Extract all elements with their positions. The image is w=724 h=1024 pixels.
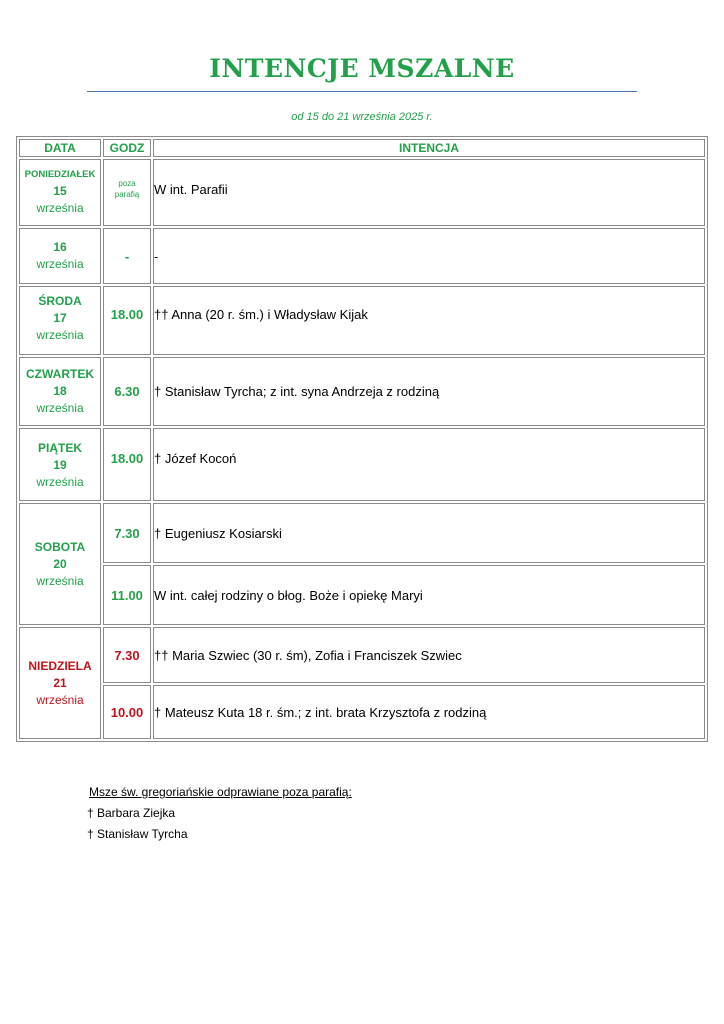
- mass-time: 7.30: [103, 627, 151, 683]
- mass-intention: † Mateusz Kuta 18 r. śm.; z int. brata Krzysztofa z rodziną: [153, 685, 705, 739]
- day-cell-wednesday: [19, 286, 101, 355]
- day-month: września: [36, 257, 84, 271]
- day-number: 16: [53, 240, 67, 254]
- day-cell-monday: [19, 159, 101, 226]
- mass-time: poza parafią: [114, 179, 140, 199]
- table-row-tuesday: [19, 228, 705, 284]
- day-number: 18: [53, 384, 67, 398]
- mass-intention: † Eugeniusz Kosiarski: [153, 503, 705, 563]
- date-range-subtitle: od 15 do 21 września 2025 r.: [291, 111, 433, 123]
- mass-intention: W int. całej rodziny o błog. Boże i opiekę Maryi: [153, 565, 705, 625]
- table-row-friday: [19, 428, 705, 501]
- column-header-date: DATA: [19, 139, 101, 157]
- note-line: † Stanisław Tyrcha: [87, 827, 188, 841]
- day-name: ŚRODA: [38, 294, 82, 308]
- day-number: 21: [53, 675, 67, 690]
- mass-time: -: [103, 228, 151, 284]
- day-number: 15: [53, 184, 67, 198]
- column-header-hour: GODZ: [103, 139, 151, 157]
- day-cell-thursday: [19, 357, 101, 426]
- table-row-wednesday: [19, 286, 705, 355]
- day-cell-tuesday: [19, 228, 101, 284]
- mass-intention: †† Anna (20 r. śm.) i Władysław Kijak: [153, 286, 705, 355]
- day-month: września: [36, 573, 84, 588]
- mass-time: 7.30: [103, 503, 151, 563]
- table-row-monday: [19, 159, 705, 226]
- intentions-table: [16, 136, 708, 742]
- mass-intention: W int. Parafii: [153, 159, 705, 226]
- day-month: września: [36, 201, 84, 215]
- table-row-sunday-2: [19, 685, 705, 739]
- gregorian-masses-note: [87, 782, 352, 845]
- table-row-saturday-1: [19, 503, 705, 563]
- table-row-saturday-2: [19, 565, 705, 625]
- table-header-row: [19, 139, 705, 157]
- mass-time: 11.00: [103, 565, 151, 625]
- day-month: września: [36, 475, 84, 489]
- day-name: NIEDZIELA: [28, 658, 92, 673]
- mass-intention: -: [153, 228, 705, 284]
- mass-time: 6.30: [103, 357, 151, 426]
- mass-intention: † Józef Kocoń: [153, 428, 705, 501]
- note-heading: Msze św. gregoriańskie odprawiane poza parafią:: [89, 785, 352, 799]
- day-name: PONIEDZIAŁEK: [24, 169, 96, 180]
- day-number: 19: [53, 458, 67, 472]
- day-name: SOBOTA: [34, 539, 86, 554]
- title-underline: [87, 91, 637, 92]
- day-name: CZWARTEK: [26, 367, 94, 381]
- table-row-sunday-1: [19, 627, 705, 683]
- mass-time-cell: [103, 159, 151, 226]
- day-cell-sunday: [19, 627, 101, 739]
- day-cell-saturday: [19, 503, 101, 625]
- mass-intention: †† Maria Szwiec (30 r. śm), Zofia i Franciszek Szwiec: [153, 627, 705, 683]
- day-number: 17: [53, 311, 67, 325]
- mass-time: 18.00: [103, 428, 151, 501]
- day-number: 20: [53, 556, 67, 571]
- day-month: września: [36, 328, 84, 342]
- day-cell-friday: [19, 428, 101, 501]
- day-name: PIĄTEK: [37, 441, 82, 455]
- mass-time: 10.00: [103, 685, 151, 739]
- column-header-intention: INTENCJA: [153, 139, 705, 157]
- mass-intention: † Stanisław Tyrcha; z int. syna Andrzeja z rodziną: [153, 357, 705, 426]
- note-line: † Barbara Ziejka: [87, 806, 176, 820]
- mass-time: 18.00: [103, 286, 151, 355]
- table-row-thursday: [19, 357, 705, 426]
- day-month: września: [36, 692, 84, 707]
- page-title: INTENCJE MSZALNE: [209, 54, 515, 83]
- day-month: września: [36, 401, 84, 415]
